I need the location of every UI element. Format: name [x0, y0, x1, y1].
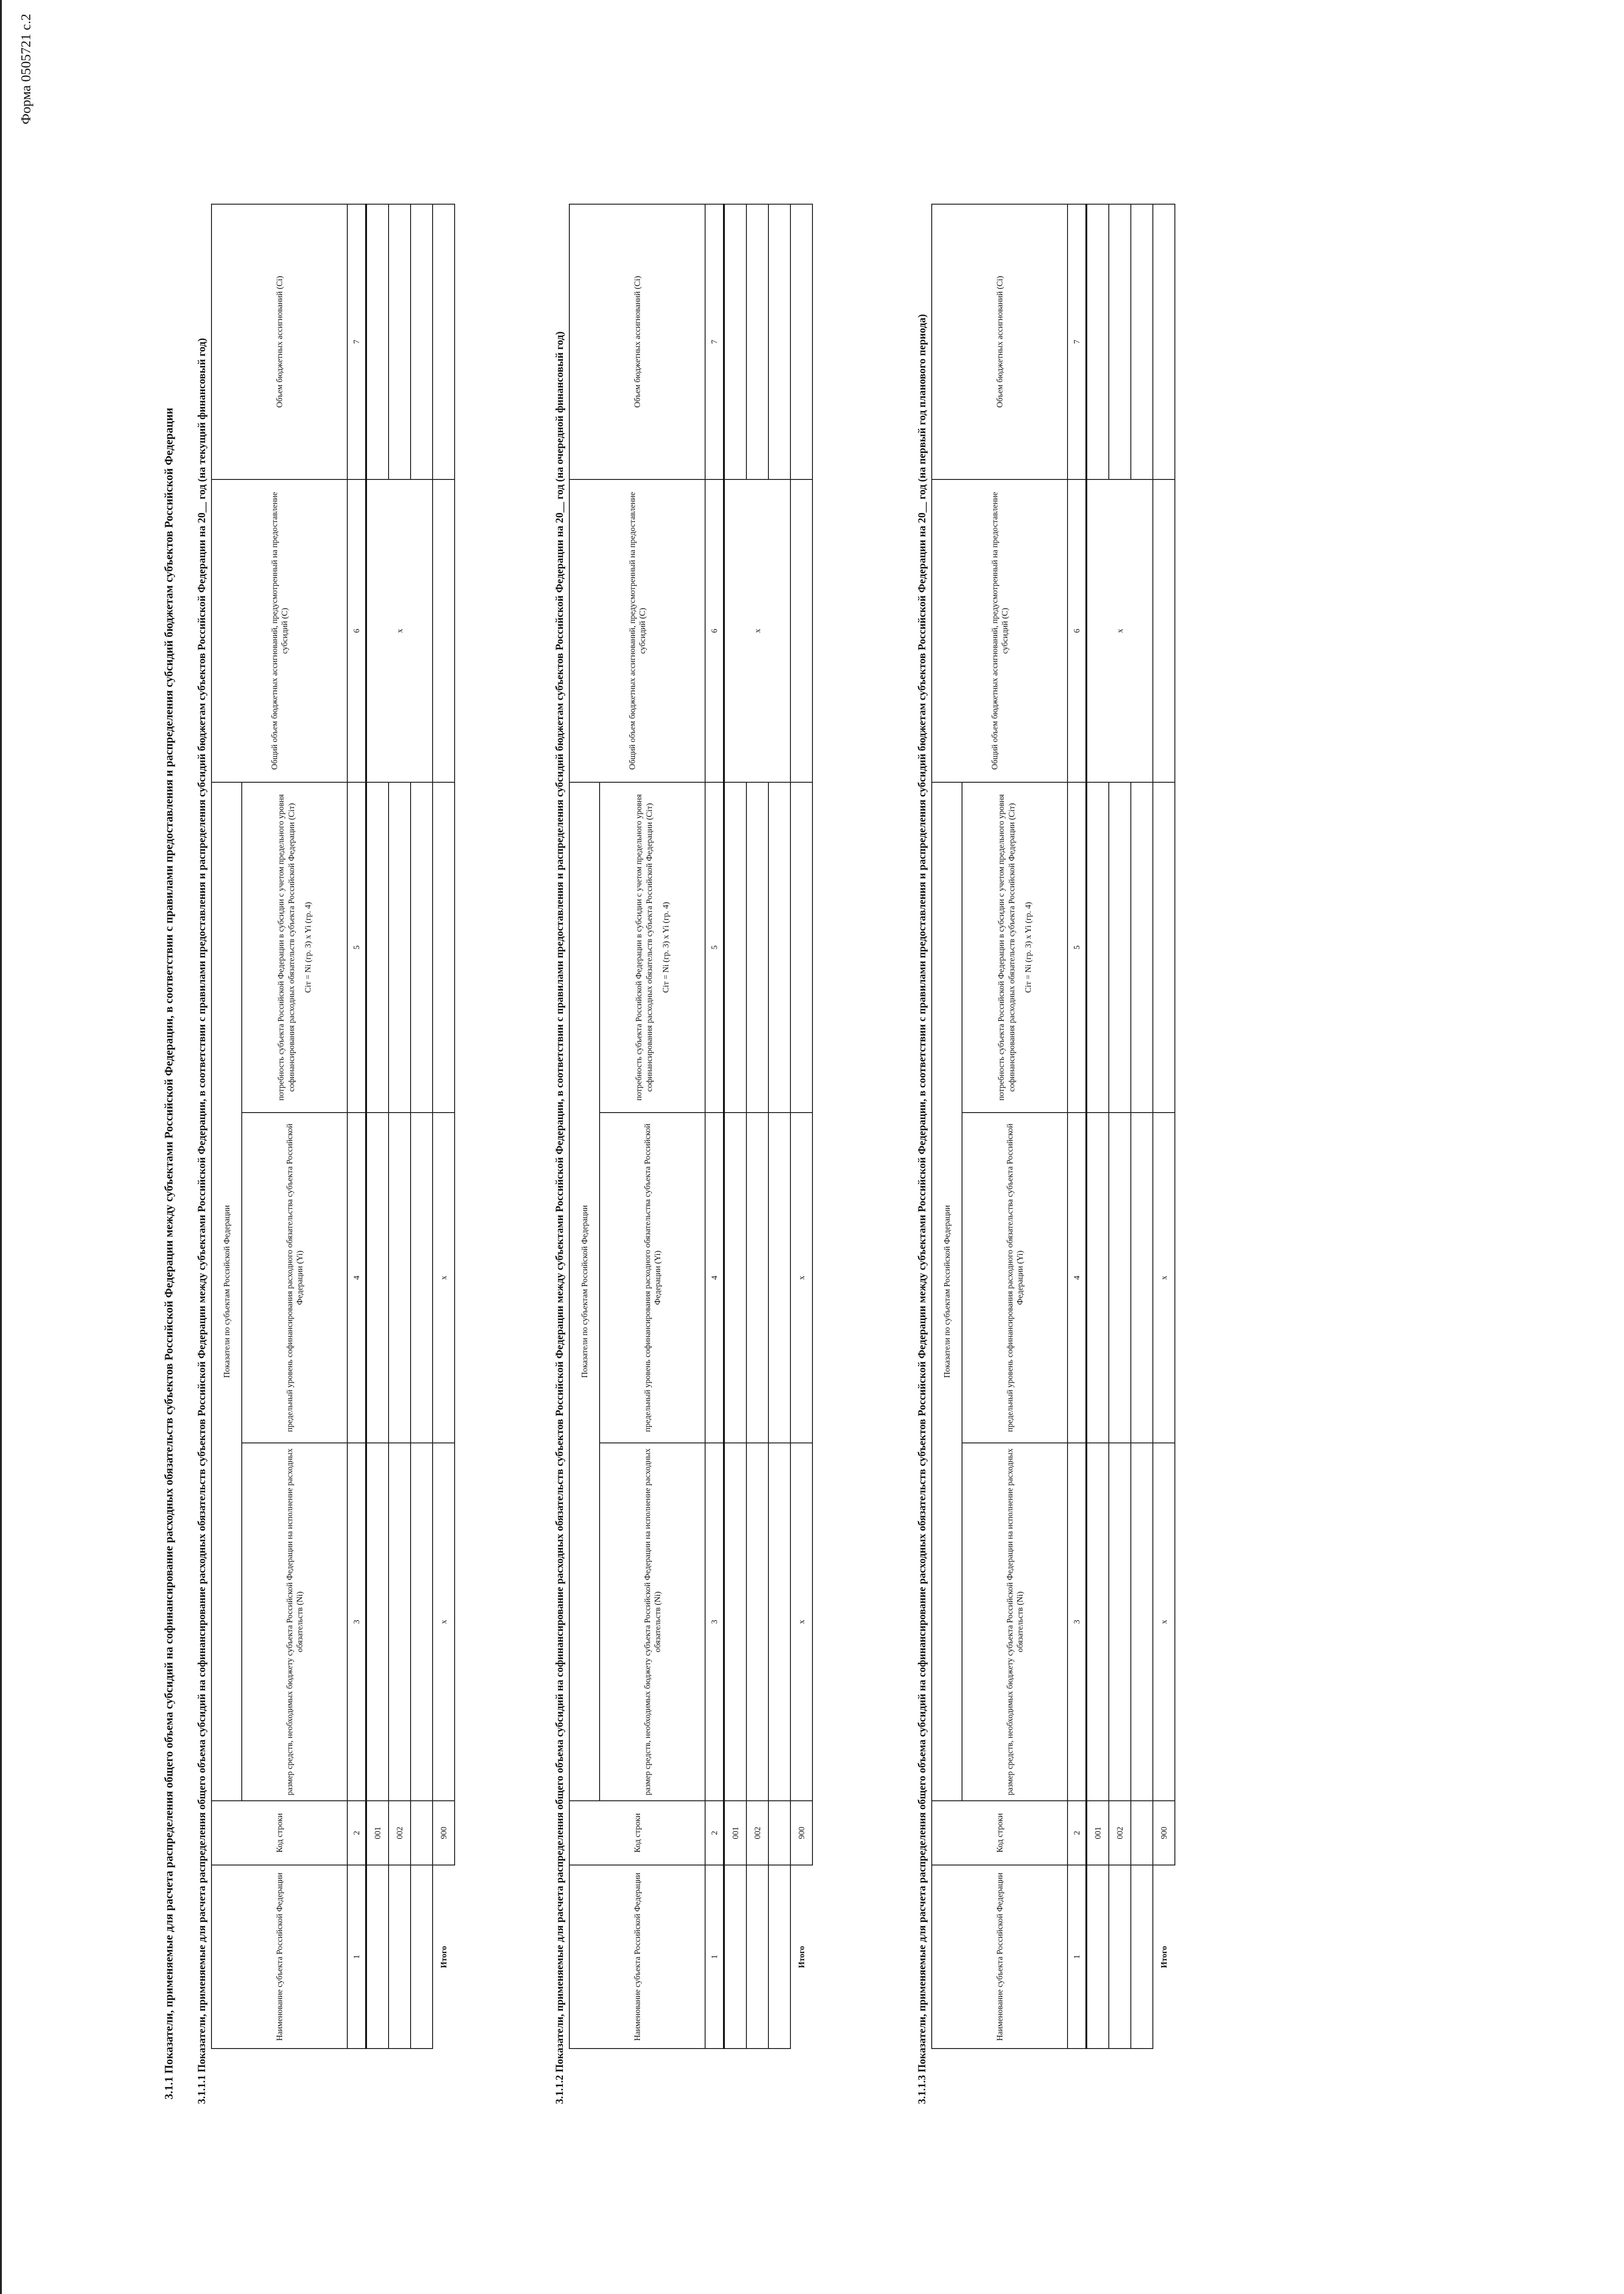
x-mark: x	[790, 1443, 812, 1801]
col-3-header: размер средств, необходимых бюджету субъекта Российской Федерации на исполнение расходных обязательств (Ni)	[242, 1443, 347, 1801]
col-5-formula: Ciт = Ni (гр. 3) x Yi (гр. 4)	[661, 902, 671, 993]
col-6-header: Общий объем бюджетных ассигнований, предусмотренный на предоставление субсидий (C)	[211, 479, 347, 782]
cell	[411, 204, 433, 479]
cell	[1109, 1113, 1131, 1443]
total-label: Итого	[433, 1865, 455, 2049]
col-num: 5	[347, 782, 366, 1113]
cell	[366, 204, 389, 479]
col-5-header	[962, 782, 1068, 1113]
cell	[724, 782, 746, 1113]
row-code: 002	[389, 1801, 411, 1865]
x-mark: x	[1153, 1443, 1175, 1801]
scan-edge	[0, 0, 2, 2294]
cell	[366, 782, 389, 1113]
cell	[768, 1443, 790, 1801]
x-mark: x	[724, 479, 790, 782]
cell	[1109, 1865, 1131, 2049]
col-4-header: предельный уровень софинансирования расходного обязательства субъекта Российской Федерации (Yi)	[600, 1113, 705, 1443]
section-3-1-1-1	[193, 12, 455, 2104]
col-num: 1	[1068, 1865, 1086, 2049]
row-code: 001	[1086, 1801, 1109, 1865]
cell	[366, 1113, 389, 1443]
cell	[746, 1113, 768, 1443]
group-header: Показатели по субъектам Российской Федерации	[211, 782, 242, 1801]
cell	[366, 1865, 389, 2049]
col-4-header: предельный уровень софинансирования расходного обязательства субъекта Российской Федерации (Yi)	[962, 1113, 1068, 1443]
total-label: Итого	[1153, 1865, 1175, 2049]
cell	[746, 1443, 768, 1801]
col-5-text: потребность субъекта Российской Федерации в субсидии с учетом предельного уровня софинансирования расходных обязательств субъекта Российской Федерации (Ciт)	[996, 794, 1016, 1101]
cell	[389, 1113, 411, 1443]
col-num: 2	[1068, 1801, 1086, 1865]
total-code: 900	[1153, 1801, 1175, 1865]
col-name-header: Наименование субъекта Российской Федерации	[211, 1865, 347, 2049]
col-num: 4	[705, 1113, 724, 1443]
row-code: 002	[1109, 1801, 1131, 1865]
col-3-header: размер средств, необходимых бюджету субъекта Российской Федерации на исполнение расходных обязательств (Ni)	[600, 1443, 705, 1801]
row-code: 001	[724, 1801, 746, 1865]
col-num: 4	[347, 1113, 366, 1443]
section-title: 3.1.1.3 Показатели, применяемые для расчета распределения общего объема субсидий на софинансирование расходных обязательств субъектов Российской Федерации между субъектами Российской Федерации, в соответствии с правилами предоставления и распределения субсидий бюджетам субъектов Российской Федерации на 20__ год (на первый год планового периода)	[916, 314, 928, 2104]
col-5-formula: Ciт = Ni (гр. 3) x Yi (гр. 4)	[303, 902, 313, 993]
cell	[1086, 1865, 1109, 2049]
x-mark: x	[1153, 1113, 1175, 1443]
cell	[724, 1113, 746, 1443]
col-num: 3	[705, 1443, 724, 1801]
cell	[1109, 1443, 1131, 1801]
cell	[768, 1113, 790, 1443]
cell	[1086, 1113, 1109, 1443]
cell	[411, 1801, 433, 1865]
col-num: 4	[1068, 1113, 1086, 1443]
section-3-1-1-3	[913, 12, 1175, 2104]
col-num: 3	[347, 1443, 366, 1801]
cell	[768, 782, 790, 1113]
x-mark: x	[1086, 479, 1153, 782]
cell	[366, 1443, 389, 1801]
col-6-header: Общий объем бюджетных ассигнований, предусмотренный на предоставление субсидий (C)	[932, 479, 1068, 782]
cell	[1109, 782, 1131, 1113]
cell	[768, 1801, 790, 1865]
section-title: 3.1.1.2 Показатели, применяемые для расчета распределения общего объема субсидий на софинансирование расходных обязательств субъектов Российской Федерации между субъектами Российской Федерации, в соответствии с правилами предоставления и распределения субсидий бюджетам субъектов Российской Федерации на 20__ год (на очередной финансовый год)	[554, 331, 565, 2104]
cell	[1131, 1865, 1153, 2049]
col-6-header: Общий объем бюджетных ассигнований, предусмотренный на предоставление субсидий (C)	[569, 479, 705, 782]
col-num: 7	[347, 204, 366, 479]
cell	[1131, 1443, 1153, 1801]
cell	[1131, 782, 1153, 1113]
x-mark: x	[433, 1443, 455, 1801]
col-5-header	[242, 782, 347, 1113]
cell	[790, 782, 812, 1113]
col-name-header: Наименование субъекта Российской Федерации	[569, 1865, 705, 2049]
cell	[1153, 204, 1175, 479]
cell	[1086, 782, 1109, 1113]
cell	[1086, 204, 1109, 479]
cell	[411, 1443, 433, 1801]
indicators-table	[931, 204, 1175, 2049]
group-header: Показатели по субъектам Российской Федерации	[932, 782, 962, 1801]
col-num: 5	[1068, 782, 1086, 1113]
col-5-header	[600, 782, 705, 1113]
cell	[411, 1113, 433, 1443]
col-name-header: Наименование субъекта Российской Федерации	[932, 1865, 1068, 2049]
cell	[746, 204, 768, 479]
cell	[1153, 782, 1175, 1113]
cell	[790, 204, 812, 479]
cell	[389, 1443, 411, 1801]
total-label: Итого	[790, 1865, 812, 2049]
cell	[746, 782, 768, 1113]
section-title: 3.1.1.1 Показатели, применяемые для расчета распределения общего объема субсидий на софинансирование расходных обязательств субъектов Российской Федерации между субъектами Российской Федерации, в соответствии с правилами предоставления и распределения субсидий бюджетам субъектов Российской Федерации на 20__ год (на текущий финансовый год)	[196, 338, 207, 2104]
row-code: 001	[366, 1801, 389, 1865]
col-num: 2	[705, 1801, 724, 1865]
col-num: 3	[1068, 1443, 1086, 1801]
cell	[1153, 479, 1175, 782]
cell	[746, 1865, 768, 2049]
col-4-header: предельный уровень софинансирования расходного обязательства субъекта Российской Федерации (Yi)	[242, 1113, 347, 1443]
col-num: 6	[705, 479, 724, 782]
cell	[768, 1865, 790, 2049]
row-code: 002	[746, 1801, 768, 1865]
col-7-header: Объем бюджетных ассигнований (Ci)	[569, 204, 705, 479]
total-code: 900	[433, 1801, 455, 1865]
cell	[433, 782, 455, 1113]
cell	[724, 1443, 746, 1801]
cell	[411, 1865, 433, 2049]
col-code-header: Код строки	[932, 1801, 1068, 1865]
col-num: 5	[705, 782, 724, 1113]
col-3-header: размер средств, необходимых бюджету субъекта Российской Федерации на исполнение расходных обязательств (Ni)	[962, 1443, 1068, 1801]
cell	[724, 1865, 746, 2049]
cell	[433, 204, 455, 479]
col-num: 7	[705, 204, 724, 479]
form-code: Форма 0505721 с.2	[18, 14, 33, 125]
cell	[1131, 1113, 1153, 1443]
section-heading: 3.1.1 Показатели, применяемые для расчета распределения общего объема субсидий на софинансирование расходных обязательств субъектов Российской Федерации между субъектами Российской Федерации, в соответствии с правилами предоставления и распределения субсидий бюджетам субъектов Российской Федерации	[163, 407, 175, 2099]
indicators-table	[211, 204, 455, 2049]
group-header: Показатели по субъектам Российской Федерации	[569, 782, 600, 1801]
section-3-1-1-2	[551, 12, 813, 2104]
col-7-header: Объем бюджетных ассигнований (Ci)	[211, 204, 347, 479]
col-num: 6	[1068, 479, 1086, 782]
col-5-text: потребность субъекта Российской Федерации в субсидии с учетом предельного уровня софинансирования расходных обязательств субъекта Российской Федерации (Ciт)	[634, 794, 654, 1101]
total-code: 900	[790, 1801, 812, 1865]
col-7-header: Объем бюджетных ассигнований (Ci)	[932, 204, 1068, 479]
col-num: 1	[347, 1865, 366, 2049]
cell	[411, 782, 433, 1113]
cell	[724, 204, 746, 479]
cell	[389, 1865, 411, 2049]
cell	[1109, 204, 1131, 479]
cell	[433, 479, 455, 782]
col-code-header: Код строки	[569, 1801, 705, 1865]
col-5-text: потребность субъекта Российской Федерации в субсидии с учетом предельного уровня софинансирования расходных обязательств субъекта Российской Федерации (Ciт)	[276, 794, 296, 1101]
col-5-formula: Ciт = Ni (гр. 3) x Yi (гр. 4)	[1023, 902, 1033, 993]
cell	[1131, 1801, 1153, 1865]
cell	[790, 479, 812, 782]
x-mark: x	[790, 1113, 812, 1443]
col-num: 2	[347, 1801, 366, 1865]
x-mark: x	[366, 479, 433, 782]
cell	[389, 204, 411, 479]
col-num: 7	[1068, 204, 1086, 479]
x-mark: x	[433, 1113, 455, 1443]
indicators-table	[569, 204, 813, 2049]
cell	[389, 782, 411, 1113]
cell	[1131, 204, 1153, 479]
cell	[1086, 1443, 1109, 1801]
cell	[768, 204, 790, 479]
col-num: 6	[347, 479, 366, 782]
col-code-header: Код строки	[211, 1801, 347, 1865]
col-num: 1	[705, 1865, 724, 2049]
